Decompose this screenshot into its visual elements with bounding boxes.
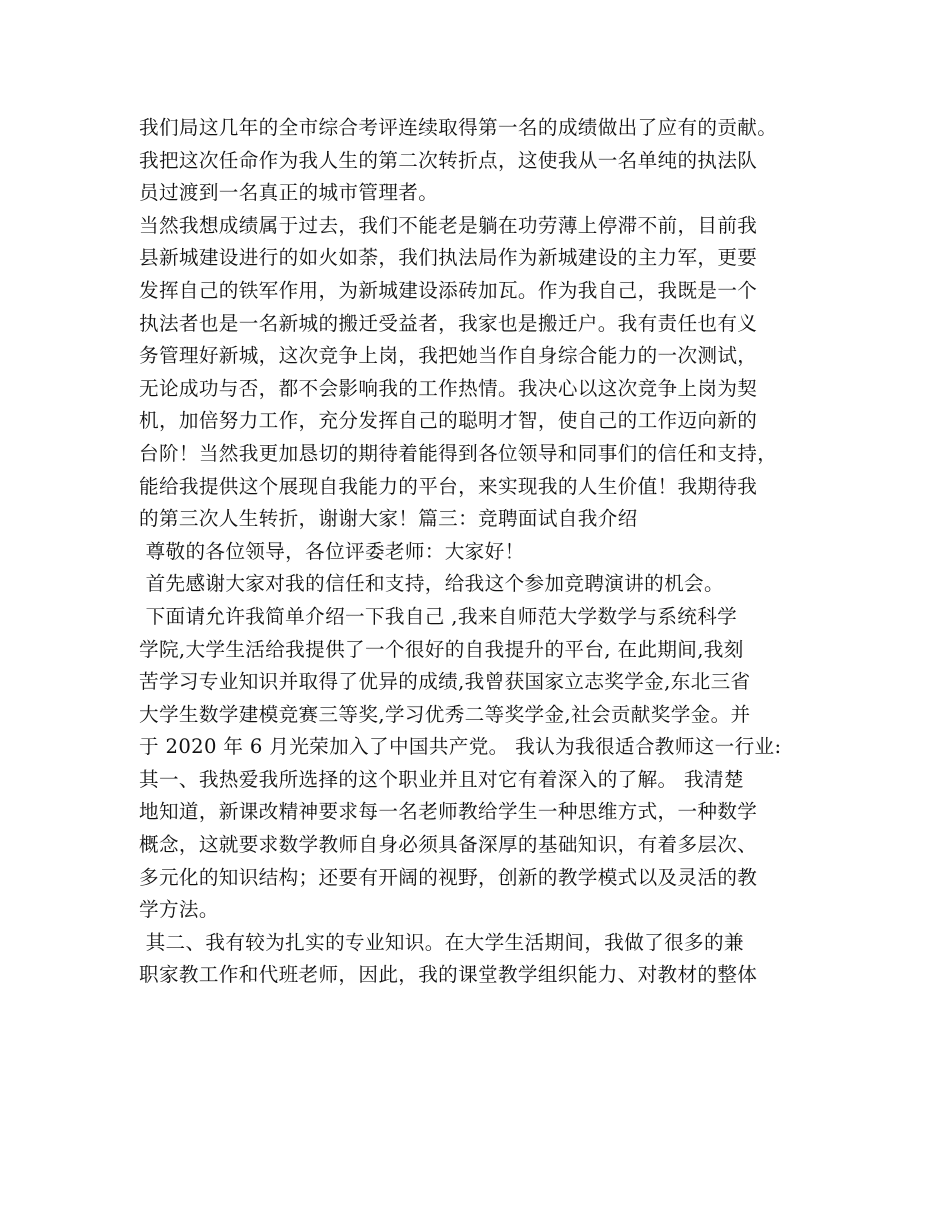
text-line: 务管理好新城，这次竞争上岗，我把她当作自身综合能力的一次测试， bbox=[139, 344, 758, 368]
text-line: 县新城建设进行的如火如荼，我们执法局作为新城建设的主力军，更要 bbox=[139, 246, 758, 270]
text-line: 其二、我有较为扎实的专业知识。在大学生活期间，我做了很多的兼 bbox=[139, 930, 744, 954]
text-line: 当然我想成绩属于过去，我们不能老是躺在功劳薄上停滞不前，目前我 bbox=[139, 213, 758, 237]
text-line: 多元化的知识结构；还要有开阔的视野，创新的教学模式以及灵活的教 bbox=[139, 865, 758, 889]
text-line: 首先感谢大家对我的信任和支持，给我这个参加竞聘演讲的机会。 bbox=[139, 572, 724, 596]
text-line: 苦学习专业知识并取得了优异的成绩,我曾获国家立志奖学金,东北三省 bbox=[139, 670, 751, 694]
body-text bbox=[139, 112, 829, 992]
text-line: 无论成功与否，都不会影响我的工作热情。我决心以这次竞争上岗为契 bbox=[139, 376, 758, 400]
text-line: 于 2020 年 6 月光荣加入了中国共产党。 我认为我很适合教师这一行业: bbox=[139, 735, 782, 759]
text-line: 其一、我热爱我所选择的这个职业并且对它有着深入的了解。 我清楚 bbox=[139, 767, 744, 791]
text-line: 职家教工作和代班老师，因此，我的课堂教学组织能力、对教材的整体 bbox=[139, 963, 758, 987]
text-line: 我把这次任命作为我人生的第二次转折点，这使我从一名单纯的执法队 bbox=[139, 148, 758, 172]
text-line: 机，加倍努力工作，充分发挥自己的聪明才智，使自己的工作迈向新的 bbox=[139, 409, 758, 433]
text-line: 发挥自己的铁军作用，为新城建设添砖加瓦。作为我自己，我既是一个 bbox=[139, 278, 758, 302]
text-line: 能给我提供这个展现自我能力的平台，来实现我的人生价值！我期待我 bbox=[139, 474, 758, 498]
text-line: 学方法。 bbox=[139, 898, 219, 922]
text-line: 概念，这就要求数学教师自身必须具备深厚的基础知识，有着多层次、 bbox=[139, 833, 758, 857]
text-line: 台阶！当然我更加恳切的期待着能得到各位领导和同事们的信任和支持， bbox=[139, 441, 778, 465]
text-line: 员过渡到一名真正的城市管理者。 bbox=[139, 181, 439, 205]
text-line: 的第三次人生转折，谢谢大家！篇三：竞聘面试自我介绍 bbox=[139, 507, 638, 531]
text-line: 学院,大学生活给我提供了一个很好的自我提升的平台, 在此期间,我刻 bbox=[139, 637, 744, 661]
text-line: 执法者也是一名新城的搬迁受益者，我家也是搬迁户。我有责任也有义 bbox=[139, 311, 758, 335]
text-line: 我们局这几年的全市综合考评连续取得第一名的成绩做出了应有的贡献。 bbox=[139, 116, 778, 139]
text-line: 下面请允许我简单介绍一下我自己 ,我来自师范大学数学与系统科学 bbox=[139, 604, 738, 628]
text-line: 大学生数学建模竞赛三等奖,学习优秀二等奖学金,社会贡献奖学金。并 bbox=[139, 702, 751, 726]
text-line: 尊敬的各位领导，各位评委老师：大家好！ bbox=[139, 539, 525, 563]
text-line: 地知道，新课改精神要求每一名老师教给学生一种思维方式，一种数学 bbox=[139, 800, 758, 824]
